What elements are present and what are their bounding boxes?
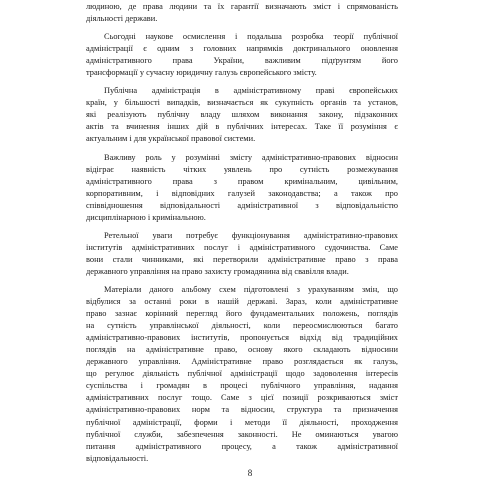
text-line: відповідальності. (86, 453, 149, 463)
text-line: які реалізують публічну владу шляхом виконання закону, підзаконних (86, 110, 398, 120)
text-line: право зазнає корінний перегляд його фундаментальних положень, поглядів (86, 309, 398, 319)
text-line: адміністративного права України, важливим підґрунтям його (86, 56, 398, 66)
text-line: Матеріали даного альбому схем підготовлені з урахуванням змін, що (104, 284, 398, 294)
text-line: що регулює діяльність публічної адміністрації щодо задоволення інтересів (86, 369, 398, 379)
text-line: адміністративно-правових норм та відносин, структура та призначення (86, 405, 398, 415)
text-line: адміністративних послуг тощо. Саме з цієї позиції розкриваються зміст (86, 393, 398, 403)
text-line: державного управління на право захисту громадянина від свавілля влади. (86, 266, 349, 276)
paragraph-1 (86, 1, 398, 25)
paragraph-4 (86, 152, 398, 224)
text-line: трансформації у сучасну юридичну галузь європейського змісту. (86, 68, 317, 78)
text-line: діяльності держави. (86, 14, 158, 24)
text-line: вони стали чинниками, які перетворили адміністративне право з права (86, 254, 398, 264)
text-line: Публічна адміністрація в адміністративному праві європейських (104, 86, 398, 96)
text-line: людиною, де права людини та їх гарантії визначають зміст і спрямованість (86, 2, 398, 11)
text-line: актів та вчинення інших дій в публічних інтересах. Таке її розуміння є (86, 122, 398, 132)
text-line: публічної адміністрації, форми і методи її діяльності, проходження (86, 417, 398, 427)
text-line: адміністративного права з правом кримінальним, цивільним, (86, 176, 398, 186)
paragraph-6 (86, 284, 398, 465)
text-line: відбулися за останні роки в нашій державі. Зараз, коли адміністративне (86, 297, 398, 307)
text-line: Важливу роль у розумінні змісту адміністративно-правових відносин (104, 152, 398, 162)
text-line: інститутів адміністративних послуг і адміністративного судочинства. Саме (86, 242, 398, 252)
paragraph-5 (86, 230, 398, 278)
text-line: актуальним і для української правової системи. (86, 134, 256, 144)
text-line: суспільства і громадян в процесі публічного управління, надання (86, 381, 398, 391)
text-line: Сьогодні наукове осмислення і подальша розробка теорії публічної (104, 32, 398, 42)
paragraph-2 (86, 31, 398, 79)
text-line: корпоративним, і відповідних галузей законодавства; а також про (86, 188, 398, 198)
body-text (86, 1, 398, 465)
text-line: країн, у більшості випадків, визначається як сукупність органів та установ, (86, 98, 398, 108)
text-line: адміністративно-правових інститутів, пропонується відхід від традиційних (86, 333, 398, 343)
text-line: відіграє наявність чітких уявлень про сутність розмежування (86, 164, 398, 174)
paragraph-3 (86, 85, 398, 145)
text-line: публічної служби, забезпечення законності. Не оминаються увагою (86, 429, 398, 439)
text-line: Ретельної уваги потребує функціонування адміністративно-правових (104, 230, 398, 240)
text-line: поглядів на адміністративне право, основу якого складають відносини (86, 345, 398, 355)
text-line: питання адміністративного процесу, а також адміністративної (86, 441, 398, 451)
text-line: дисциплінарною і кримінальною. (86, 212, 206, 222)
text-line: на сутність управлінської діяльності, коли переосмислюються багато (86, 321, 398, 331)
text-line: державного управління. Адміністративне право розглядається як галузь, (86, 357, 398, 367)
page-number: 8 (247, 468, 253, 478)
text-line: адміністрації є одним з головних напрямків доктринального оновлення (86, 44, 398, 54)
text-line: співвідношення відповідальності адміністративної з відповідальністю (86, 200, 398, 210)
